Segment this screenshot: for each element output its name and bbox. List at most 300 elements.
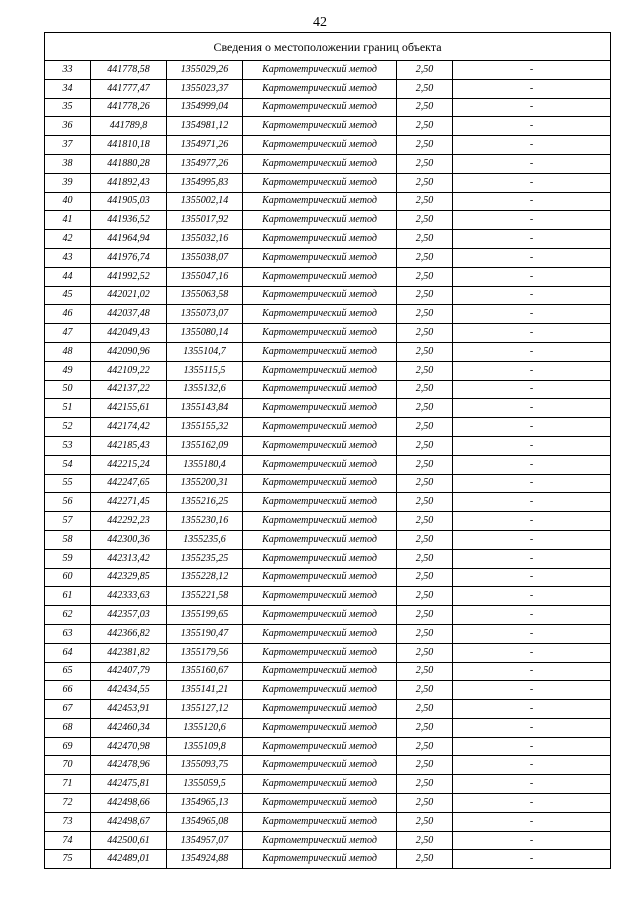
point-number-cell: 43 xyxy=(45,248,91,267)
description-cell: - xyxy=(453,455,611,474)
method-cell: Картометрический метод xyxy=(243,79,397,98)
y-coordinate-cell: 1355235,25 xyxy=(167,549,243,568)
point-number-cell: 60 xyxy=(45,568,91,587)
description-cell: - xyxy=(453,98,611,117)
point-number-cell: 42 xyxy=(45,230,91,249)
point-number-cell: 75 xyxy=(45,850,91,869)
x-coordinate-cell: 442357,03 xyxy=(91,606,167,625)
table-body xyxy=(45,61,611,869)
accuracy-cell: 2,50 xyxy=(397,831,453,850)
accuracy-cell: 2,50 xyxy=(397,418,453,437)
x-coordinate-cell: 442271,45 xyxy=(91,493,167,512)
table-row xyxy=(45,850,611,869)
accuracy-cell: 2,50 xyxy=(397,230,453,249)
point-number-cell: 46 xyxy=(45,305,91,324)
y-coordinate-cell: 1355216,25 xyxy=(167,493,243,512)
x-coordinate-cell: 442366,82 xyxy=(91,624,167,643)
y-coordinate-cell: 1355162,09 xyxy=(167,436,243,455)
point-number-cell: 39 xyxy=(45,173,91,192)
table-row xyxy=(45,436,611,455)
description-cell: - xyxy=(453,850,611,869)
method-cell: Картометрический метод xyxy=(243,718,397,737)
method-cell: Картометрический метод xyxy=(243,587,397,606)
x-coordinate-cell: 442313,42 xyxy=(91,549,167,568)
point-number-cell: 66 xyxy=(45,681,91,700)
method-cell: Картометрический метод xyxy=(243,98,397,117)
accuracy-cell: 2,50 xyxy=(397,718,453,737)
x-coordinate-cell: 442489,01 xyxy=(91,850,167,869)
point-number-cell: 61 xyxy=(45,587,91,606)
method-cell: Картометрический метод xyxy=(243,512,397,531)
x-coordinate-cell: 441810,18 xyxy=(91,136,167,155)
x-coordinate-cell: 441936,52 xyxy=(91,211,167,230)
point-number-cell: 72 xyxy=(45,794,91,813)
point-number-cell: 56 xyxy=(45,493,91,512)
point-number-cell: 50 xyxy=(45,380,91,399)
method-cell: Картометрический метод xyxy=(243,549,397,568)
table-row xyxy=(45,399,611,418)
accuracy-cell: 2,50 xyxy=(397,192,453,211)
y-coordinate-cell: 1355141,21 xyxy=(167,681,243,700)
table-row xyxy=(45,305,611,324)
x-coordinate-cell: 442090,96 xyxy=(91,342,167,361)
table-row xyxy=(45,61,611,80)
description-cell: - xyxy=(453,361,611,380)
table-row xyxy=(45,493,611,512)
description-cell: - xyxy=(453,812,611,831)
x-coordinate-cell: 442155,61 xyxy=(91,399,167,418)
description-cell: - xyxy=(453,700,611,719)
y-coordinate-cell: 1355180,4 xyxy=(167,455,243,474)
y-coordinate-cell: 1354965,08 xyxy=(167,812,243,831)
y-coordinate-cell: 1355200,31 xyxy=(167,474,243,493)
point-number-cell: 57 xyxy=(45,512,91,531)
x-coordinate-cell: 442470,98 xyxy=(91,737,167,756)
accuracy-cell: 2,50 xyxy=(397,248,453,267)
table-row xyxy=(45,192,611,211)
y-coordinate-cell: 1354999,04 xyxy=(167,98,243,117)
table-row xyxy=(45,136,611,155)
accuracy-cell: 2,50 xyxy=(397,681,453,700)
table-row xyxy=(45,549,611,568)
point-number-cell: 54 xyxy=(45,455,91,474)
method-cell: Картометрический метод xyxy=(243,624,397,643)
description-cell: - xyxy=(453,606,611,625)
point-number-cell: 41 xyxy=(45,211,91,230)
accuracy-cell: 2,50 xyxy=(397,211,453,230)
method-cell: Картометрический метод xyxy=(243,775,397,794)
page-number: 42 xyxy=(313,15,327,30)
y-coordinate-cell: 1355221,58 xyxy=(167,587,243,606)
table-row xyxy=(45,718,611,737)
table-row xyxy=(45,643,611,662)
table-title-row xyxy=(45,33,611,61)
accuracy-cell: 2,50 xyxy=(397,173,453,192)
x-coordinate-cell: 441892,43 xyxy=(91,173,167,192)
accuracy-cell: 2,50 xyxy=(397,756,453,775)
description-cell: - xyxy=(453,474,611,493)
y-coordinate-cell: 1355155,32 xyxy=(167,418,243,437)
description-cell: - xyxy=(453,568,611,587)
description-cell: - xyxy=(453,305,611,324)
accuracy-cell: 2,50 xyxy=(397,549,453,568)
table-row xyxy=(45,361,611,380)
description-cell: - xyxy=(453,286,611,305)
accuracy-cell: 2,50 xyxy=(397,700,453,719)
y-coordinate-cell: 1355120,6 xyxy=(167,718,243,737)
point-number-cell: 51 xyxy=(45,399,91,418)
x-coordinate-cell: 442292,23 xyxy=(91,512,167,531)
accuracy-cell: 2,50 xyxy=(397,399,453,418)
method-cell: Картометрический метод xyxy=(243,192,397,211)
description-cell: - xyxy=(453,718,611,737)
method-cell: Картометрический метод xyxy=(243,380,397,399)
y-coordinate-cell: 1355002,14 xyxy=(167,192,243,211)
description-cell: - xyxy=(453,737,611,756)
x-coordinate-cell: 441964,94 xyxy=(91,230,167,249)
description-cell: - xyxy=(453,61,611,80)
accuracy-cell: 2,50 xyxy=(397,737,453,756)
y-coordinate-cell: 1354977,26 xyxy=(167,154,243,173)
accuracy-cell: 2,50 xyxy=(397,305,453,324)
y-coordinate-cell: 1355228,12 xyxy=(167,568,243,587)
y-coordinate-cell: 1355063,58 xyxy=(167,286,243,305)
description-cell: - xyxy=(453,775,611,794)
table-row xyxy=(45,342,611,361)
x-coordinate-cell: 442185,43 xyxy=(91,436,167,455)
y-coordinate-cell: 1355023,37 xyxy=(167,79,243,98)
description-cell: - xyxy=(453,117,611,136)
x-coordinate-cell: 442329,85 xyxy=(91,568,167,587)
x-coordinate-cell: 441992,52 xyxy=(91,267,167,286)
table-row xyxy=(45,324,611,343)
description-cell: - xyxy=(453,493,611,512)
x-coordinate-cell: 442498,66 xyxy=(91,794,167,813)
method-cell: Картометрический метод xyxy=(243,211,397,230)
description-cell: - xyxy=(453,79,611,98)
y-coordinate-cell: 1355029,26 xyxy=(167,61,243,80)
method-cell: Картометрический метод xyxy=(243,61,397,80)
y-coordinate-cell: 1355199,65 xyxy=(167,606,243,625)
y-coordinate-cell: 1354957,07 xyxy=(167,831,243,850)
method-cell: Картометрический метод xyxy=(243,681,397,700)
description-cell: - xyxy=(453,399,611,418)
accuracy-cell: 2,50 xyxy=(397,154,453,173)
method-cell: Картометрический метод xyxy=(243,418,397,437)
method-cell: Картометрический метод xyxy=(243,324,397,343)
description-cell: - xyxy=(453,267,611,286)
y-coordinate-cell: 1355179,56 xyxy=(167,643,243,662)
method-cell: Картометрический метод xyxy=(243,117,397,136)
method-cell: Картометрический метод xyxy=(243,267,397,286)
point-number-cell: 44 xyxy=(45,267,91,286)
method-cell: Картометрический метод xyxy=(243,230,397,249)
point-number-cell: 63 xyxy=(45,624,91,643)
y-coordinate-cell: 1355104,7 xyxy=(167,342,243,361)
point-number-cell: 62 xyxy=(45,606,91,625)
boundary-table xyxy=(44,32,611,869)
table-row xyxy=(45,568,611,587)
method-cell: Картометрический метод xyxy=(243,737,397,756)
table-row xyxy=(45,117,611,136)
description-cell: - xyxy=(453,530,611,549)
y-coordinate-cell: 1355109,8 xyxy=(167,737,243,756)
method-cell: Картометрический метод xyxy=(243,154,397,173)
accuracy-cell: 2,50 xyxy=(397,587,453,606)
x-coordinate-cell: 442453,91 xyxy=(91,700,167,719)
description-cell: - xyxy=(453,756,611,775)
method-cell: Картометрический метод xyxy=(243,568,397,587)
accuracy-cell: 2,50 xyxy=(397,512,453,531)
point-number-cell: 49 xyxy=(45,361,91,380)
description-cell: - xyxy=(453,211,611,230)
description-cell: - xyxy=(453,662,611,681)
accuracy-cell: 2,50 xyxy=(397,568,453,587)
table-row xyxy=(45,154,611,173)
y-coordinate-cell: 1354971,26 xyxy=(167,136,243,155)
method-cell: Картометрический метод xyxy=(243,474,397,493)
y-coordinate-cell: 1354924,88 xyxy=(167,850,243,869)
x-coordinate-cell: 441778,26 xyxy=(91,98,167,117)
table-title: Сведения о местоположении границ объекта xyxy=(45,33,611,61)
y-coordinate-cell: 1355073,07 xyxy=(167,305,243,324)
y-coordinate-cell: 1355190,47 xyxy=(167,624,243,643)
point-number-cell: 68 xyxy=(45,718,91,737)
description-cell: - xyxy=(453,831,611,850)
y-coordinate-cell: 1355230,16 xyxy=(167,512,243,531)
table-row xyxy=(45,756,611,775)
method-cell: Картометрический метод xyxy=(243,493,397,512)
point-number-cell: 74 xyxy=(45,831,91,850)
description-cell: - xyxy=(453,794,611,813)
x-coordinate-cell: 442407,79 xyxy=(91,662,167,681)
x-coordinate-cell: 442049,43 xyxy=(91,324,167,343)
y-coordinate-cell: 1355059,5 xyxy=(167,775,243,794)
x-coordinate-cell: 441976,74 xyxy=(91,248,167,267)
accuracy-cell: 2,50 xyxy=(397,361,453,380)
x-coordinate-cell: 442478,96 xyxy=(91,756,167,775)
accuracy-cell: 2,50 xyxy=(397,606,453,625)
accuracy-cell: 2,50 xyxy=(397,380,453,399)
point-number-cell: 35 xyxy=(45,98,91,117)
table-row xyxy=(45,512,611,531)
table-row xyxy=(45,775,611,794)
point-number-cell: 34 xyxy=(45,79,91,98)
description-cell: - xyxy=(453,436,611,455)
table-row xyxy=(45,98,611,117)
table-row xyxy=(45,230,611,249)
point-number-cell: 67 xyxy=(45,700,91,719)
table-row xyxy=(45,173,611,192)
accuracy-cell: 2,50 xyxy=(397,79,453,98)
y-coordinate-cell: 1354995,83 xyxy=(167,173,243,192)
accuracy-cell: 2,50 xyxy=(397,662,453,681)
method-cell: Картометрический метод xyxy=(243,794,397,813)
y-coordinate-cell: 1355038,07 xyxy=(167,248,243,267)
table-row xyxy=(45,474,611,493)
y-coordinate-cell: 1355032,16 xyxy=(167,230,243,249)
y-coordinate-cell: 1355127,12 xyxy=(167,700,243,719)
table-row xyxy=(45,737,611,756)
accuracy-cell: 2,50 xyxy=(397,61,453,80)
accuracy-cell: 2,50 xyxy=(397,117,453,136)
description-cell: - xyxy=(453,248,611,267)
method-cell: Картометрический метод xyxy=(243,248,397,267)
accuracy-cell: 2,50 xyxy=(397,474,453,493)
description-cell: - xyxy=(453,173,611,192)
accuracy-cell: 2,50 xyxy=(397,342,453,361)
accuracy-cell: 2,50 xyxy=(397,530,453,549)
x-coordinate-cell: 441777,47 xyxy=(91,79,167,98)
table-row xyxy=(45,624,611,643)
table-row xyxy=(45,211,611,230)
table-row xyxy=(45,418,611,437)
description-cell: - xyxy=(453,624,611,643)
x-coordinate-cell: 442498,67 xyxy=(91,812,167,831)
table-row xyxy=(45,530,611,549)
x-coordinate-cell: 442460,34 xyxy=(91,718,167,737)
point-number-cell: 47 xyxy=(45,324,91,343)
x-coordinate-cell: 442247,65 xyxy=(91,474,167,493)
accuracy-cell: 2,50 xyxy=(397,493,453,512)
x-coordinate-cell: 442333,63 xyxy=(91,587,167,606)
x-coordinate-cell: 442500,61 xyxy=(91,831,167,850)
y-coordinate-cell: 1355132,6 xyxy=(167,380,243,399)
point-number-cell: 40 xyxy=(45,192,91,211)
method-cell: Картометрический метод xyxy=(243,399,397,418)
description-cell: - xyxy=(453,643,611,662)
description-cell: - xyxy=(453,154,611,173)
description-cell: - xyxy=(453,192,611,211)
point-number-cell: 69 xyxy=(45,737,91,756)
method-cell: Картометрический метод xyxy=(243,662,397,681)
x-coordinate-cell: 442174,42 xyxy=(91,418,167,437)
accuracy-cell: 2,50 xyxy=(397,436,453,455)
point-number-cell: 59 xyxy=(45,549,91,568)
x-coordinate-cell: 442381,82 xyxy=(91,643,167,662)
table-row xyxy=(45,267,611,286)
y-coordinate-cell: 1355047,16 xyxy=(167,267,243,286)
point-number-cell: 36 xyxy=(45,117,91,136)
x-coordinate-cell: 442137,22 xyxy=(91,380,167,399)
point-number-cell: 55 xyxy=(45,474,91,493)
accuracy-cell: 2,50 xyxy=(397,775,453,794)
accuracy-cell: 2,50 xyxy=(397,267,453,286)
accuracy-cell: 2,50 xyxy=(397,136,453,155)
method-cell: Картометрический метод xyxy=(243,286,397,305)
method-cell: Картометрический метод xyxy=(243,700,397,719)
method-cell: Картометрический метод xyxy=(243,831,397,850)
method-cell: Картометрический метод xyxy=(243,850,397,869)
point-number-cell: 70 xyxy=(45,756,91,775)
method-cell: Картометрический метод xyxy=(243,756,397,775)
table-row xyxy=(45,79,611,98)
table-row xyxy=(45,606,611,625)
table-row xyxy=(45,700,611,719)
x-coordinate-cell: 441778,58 xyxy=(91,61,167,80)
x-coordinate-cell: 442037,48 xyxy=(91,305,167,324)
method-cell: Картометрический метод xyxy=(243,643,397,662)
y-coordinate-cell: 1355115,5 xyxy=(167,361,243,380)
description-cell: - xyxy=(453,324,611,343)
x-coordinate-cell: 442021,02 xyxy=(91,286,167,305)
table-row xyxy=(45,286,611,305)
method-cell: Картометрический метод xyxy=(243,436,397,455)
point-number-cell: 73 xyxy=(45,812,91,831)
point-number-cell: 65 xyxy=(45,662,91,681)
description-cell: - xyxy=(453,380,611,399)
point-number-cell: 53 xyxy=(45,436,91,455)
point-number-cell: 52 xyxy=(45,418,91,437)
y-coordinate-cell: 1355235,6 xyxy=(167,530,243,549)
point-number-cell: 71 xyxy=(45,775,91,794)
x-coordinate-cell: 442300,36 xyxy=(91,530,167,549)
accuracy-cell: 2,50 xyxy=(397,643,453,662)
x-coordinate-cell: 442215,24 xyxy=(91,455,167,474)
point-number-cell: 33 xyxy=(45,61,91,80)
x-coordinate-cell: 442434,55 xyxy=(91,681,167,700)
method-cell: Картометрический метод xyxy=(243,455,397,474)
accuracy-cell: 2,50 xyxy=(397,812,453,831)
y-coordinate-cell: 1354981,12 xyxy=(167,117,243,136)
description-cell: - xyxy=(453,549,611,568)
description-cell: - xyxy=(453,512,611,531)
point-number-cell: 58 xyxy=(45,530,91,549)
table-row xyxy=(45,380,611,399)
method-cell: Картометрический метод xyxy=(243,812,397,831)
description-cell: - xyxy=(453,230,611,249)
x-coordinate-cell: 442109,22 xyxy=(91,361,167,380)
table-row xyxy=(45,662,611,681)
table-row xyxy=(45,831,611,850)
description-cell: - xyxy=(453,587,611,606)
table-row xyxy=(45,248,611,267)
x-coordinate-cell: 442475,81 xyxy=(91,775,167,794)
method-cell: Картометрический метод xyxy=(243,136,397,155)
accuracy-cell: 2,50 xyxy=(397,286,453,305)
description-cell: - xyxy=(453,136,611,155)
point-number-cell: 38 xyxy=(45,154,91,173)
description-cell: - xyxy=(453,342,611,361)
table-row xyxy=(45,587,611,606)
point-number-cell: 64 xyxy=(45,643,91,662)
y-coordinate-cell: 1355143,84 xyxy=(167,399,243,418)
method-cell: Картометрический метод xyxy=(243,361,397,380)
description-cell: - xyxy=(453,418,611,437)
y-coordinate-cell: 1355017,92 xyxy=(167,211,243,230)
y-coordinate-cell: 1354965,13 xyxy=(167,794,243,813)
method-cell: Картометрический метод xyxy=(243,342,397,361)
point-number-cell: 45 xyxy=(45,286,91,305)
x-coordinate-cell: 441880,28 xyxy=(91,154,167,173)
accuracy-cell: 2,50 xyxy=(397,850,453,869)
y-coordinate-cell: 1355080,14 xyxy=(167,324,243,343)
method-cell: Картометрический метод xyxy=(243,606,397,625)
x-coordinate-cell: 441789,8 xyxy=(91,117,167,136)
accuracy-cell: 2,50 xyxy=(397,98,453,117)
method-cell: Картометрический метод xyxy=(243,530,397,549)
table-row xyxy=(45,794,611,813)
description-cell: - xyxy=(453,681,611,700)
method-cell: Картометрический метод xyxy=(243,305,397,324)
x-coordinate-cell: 441905,03 xyxy=(91,192,167,211)
accuracy-cell: 2,50 xyxy=(397,624,453,643)
accuracy-cell: 2,50 xyxy=(397,455,453,474)
y-coordinate-cell: 1355093,75 xyxy=(167,756,243,775)
accuracy-cell: 2,50 xyxy=(397,324,453,343)
point-number-cell: 48 xyxy=(45,342,91,361)
table-row xyxy=(45,455,611,474)
